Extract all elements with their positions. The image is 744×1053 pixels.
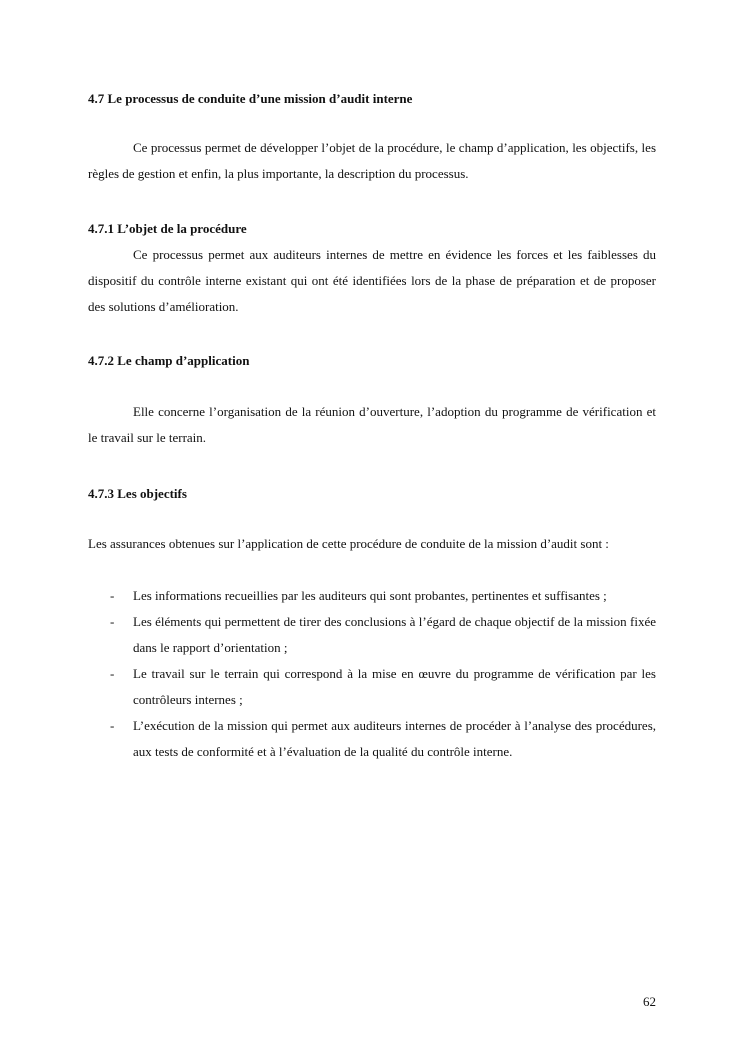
bullet-dash: - xyxy=(110,666,115,681)
champ-paragraph: Elle concerne l’organisation de la réunion d’ouverture, l’adoption du programme de vérification et le travail sur le terrain. xyxy=(88,404,656,445)
bullet-dash: - xyxy=(110,614,115,629)
subsection-heading-champ: 4.7.2 Le champ d’application xyxy=(88,353,250,368)
section-heading: 4.7 Le processus de conduite d’une mission d’audit interne xyxy=(88,91,413,106)
list-item-text: L’exécution de la mission qui permet aux auditeurs internes de procéder à l’analyse des procédures, aux tests de conformité et à l’évaluation de la qualité du contrôle interne. xyxy=(133,718,656,759)
list-item-text: Le travail sur le terrain qui correspond à la mise en œuvre du programme de vérification par les contrôleurs internes ; xyxy=(133,666,656,707)
list-item-text: Les informations recueillies par les auditeurs qui sont probantes, pertinentes et suffisantes ; xyxy=(133,588,607,603)
list-item xyxy=(88,609,656,661)
subsection-heading-objet: 4.7.1 L’objet de la procédure xyxy=(88,221,247,236)
document-page xyxy=(88,0,656,1053)
list-item xyxy=(88,661,656,713)
objectifs-list xyxy=(88,583,656,765)
subsection-heading-objectifs: 4.7.3 Les objectifs xyxy=(88,486,187,501)
list-item xyxy=(88,583,656,609)
intro-paragraph: Ce processus permet de développer l’objet de la procédure, le champ d’application, les objectifs, les règles de gestion et enfin, la plus importante, la description du processus. xyxy=(88,140,656,181)
list-item-text: Les éléments qui permettent de tirer des conclusions à l’égard de chaque objectif de la mission fixée dans le rapport d’orientation ; xyxy=(133,614,656,655)
objet-paragraph: Ce processus permet aux auditeurs internes de mettre en évidence les forces et les faiblesses du dispositif du contrôle interne existant qui ont été identifiées lors de la phase de préparation et de proposer des solutions d’amélioration. xyxy=(88,247,656,314)
page-number: 62 xyxy=(643,994,656,1009)
bullet-dash: - xyxy=(110,588,115,603)
objectifs-paragraph: Les assurances obtenues sur l’application de cette procédure de conduite de la mission d’audit sont : xyxy=(88,536,609,551)
bullet-dash: - xyxy=(110,718,115,733)
list-item xyxy=(88,713,656,765)
